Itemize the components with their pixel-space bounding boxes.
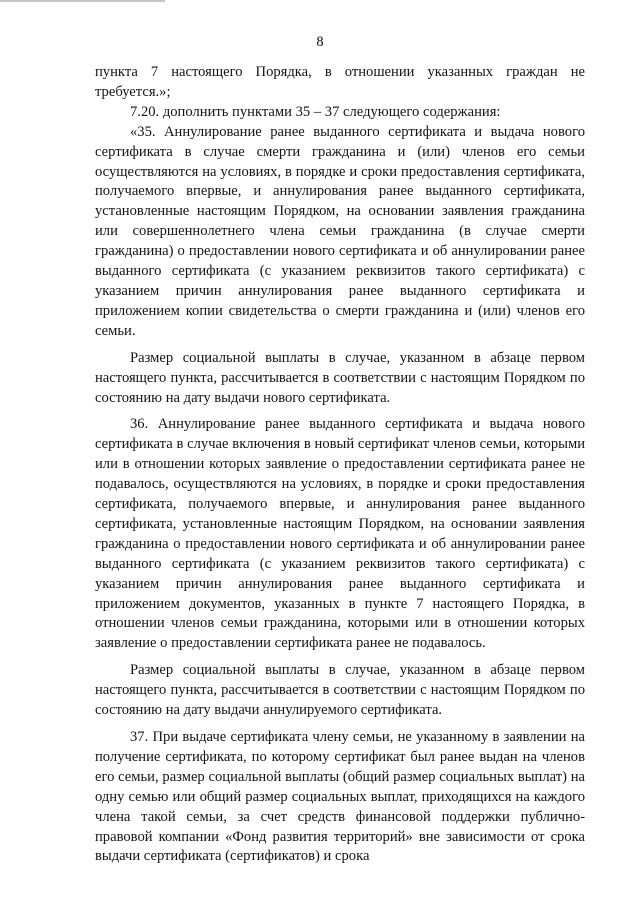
- paragraph-item-35: «35. Аннулирование ранее выданного сертификата и выдача нового сертификата в случае смерти гражданина и (или) членов его семьи осуществляются на условиях, в порядке и сроки предоставления сертификата, получаемого впервые, и аннулирования ранее выданного сертификата, установленные настоящим Порядком, на основании заявления гражданина или совершеннолетнего члена семьи гражданина (в случае смерти гражданина) о предоставлении нового сертификата и об аннулировании ранее выданного сертификата (с указанием реквизитов такого сертификата) с указанием причин аннулирования ранее выданного сертификата и приложением копии свидетельства о смерти гражданина и (или) членов его семьи.: [95, 123, 585, 339]
- paragraph-amendment-7-20: 7.20. дополнить пунктами 35 – 37 следующего содержания:: [130, 103, 501, 120]
- page-number: 8: [316, 34, 324, 50]
- scan-edge-mark: [0, 0, 165, 2]
- paragraph-item-36-payment: Размер социальной выплаты в случае, указанном в абзаце первом настоящего пункта, рассчитывается в соответствии с настоящим Порядком по состоянию на дату выдачи аннулируемого сертификата.: [95, 662, 585, 719]
- document-body: [95, 63, 585, 867]
- paragraph-item-36: 36. Аннулирование ранее выданного сертификата и выдача нового сертификата в случае включения в новый сертификат членов семьи, которыми или в отношении которых заявление о предоставлении сертификата ранее не подавалось, осуществляются на условиях, в порядке и сроки предоставления сертификата, получаемого впервые, и аннулирования ранее выданного сертификата, установленные настоящим Порядком, на основании заявления гражданина о предоставлении нового сертификата и об аннулировании ранее выданного сертификата (с указанием реквизитов такого сертификата) с указанием причин аннулирования ранее выданного сертификата и приложением документов, указанных в пункте 7 настоящего Порядка, в отношении членов семьи гражданина, которыми или в отношении которых заявление о предоставлении сертификата ранее не подавалось.: [95, 416, 585, 652]
- paragraph-continuation: пункта 7 настоящего Порядка, в отношении указанных граждан не требуется.»;: [95, 64, 585, 100]
- paragraph-item-35-payment: Размер социальной выплаты в случае, указанном в абзаце первом настоящего пункта, рассчитывается в соответствии с настоящим Порядком по состоянию на дату выдачи нового сертификата.: [95, 349, 585, 406]
- paragraph-item-37: 37. При выдаче сертификата члену семьи, не указанному в заявлении на получение сертификата, по которому сертификат был ранее выдан на членов его семьи, размер социальной выплаты (общий размер социальных выплат) на одну семью или общий размер социальных выплат, приходящихся на каждого члена такой семьи, за счет средств финансовой поддержки публично-правовой компании «Фонд развития территорий» вне зависимости от срока выдачи сертификата (сертификатов) и срока: [95, 729, 585, 865]
